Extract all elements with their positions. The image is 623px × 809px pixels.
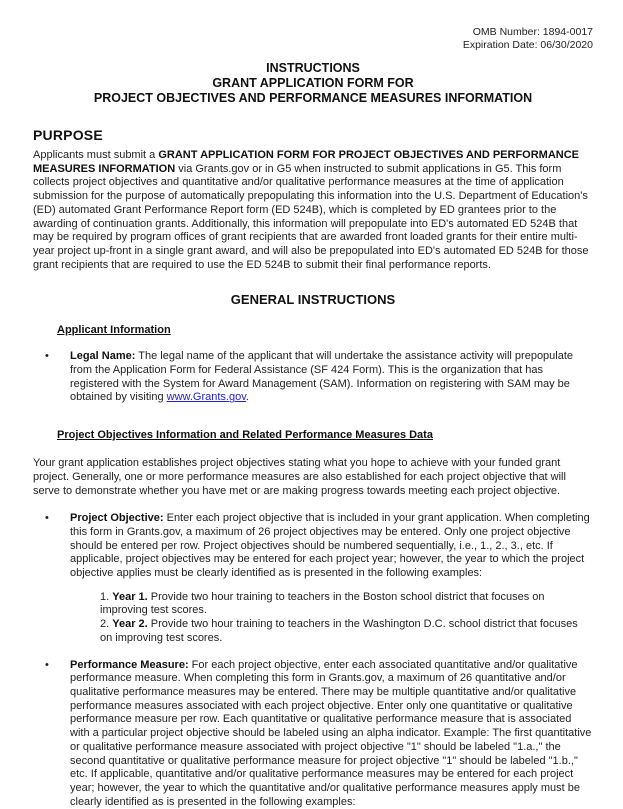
purpose-paragraph [33, 149, 593, 272]
example-1-text: Provide two hour training to teachers in the Boston school district that focuses on improving test scores. [100, 590, 545, 617]
omb-block [33, 26, 593, 52]
bullet-icon: • [45, 512, 49, 525]
purpose-rest: via Grants.gov or in G5 when instructed to submit applications in G5. This form collects project objectives and quantitative and/or qualitative performance measures at the time of application submission for the purpose of automatically prepopulating this information into the U.S. Department of Education's (ED) automated Grant Performance Report form (ED 524B), which is completed by ED grantees prior to the awarding of continuation grants. Additionally, this information will prepopulate into ED's automated ED 524B that may be required by program offices of grant recipients that are awarded front loaded grants for their entire multi-year project up-front in a single grant award, and will also be prepopulated into ED's automated ED 524B for those grant recipients that are required to use the ED 524B to submit their final performance reports. [33, 162, 589, 271]
example-2-year-label: Year 2. [112, 618, 148, 631]
project-objective-text: Enter each project objective that is included in your grant application. When completing this form in Grants.gov, a maximum of 26 project objectives may be entered. Only one project objective should be entered per row. Project objectives should be numbered sequentially, i.e., 1., 2., 3., etc. If applicable, project objectives may be entered for each project year; however, the year to which the project objective applies must be clearly identified as is presented in the following examples: [70, 512, 590, 580]
general-instructions-heading: GENERAL INSTRUCTIONS [230, 292, 396, 308]
example-1-year-label: Year 1. [112, 590, 148, 603]
project-objective-label: Project Objective: [70, 512, 164, 525]
title-line-1: INSTRUCTIONS [266, 61, 360, 75]
project-objectives-heading: Project Objectives Information and Related Performance Measures Data [57, 429, 433, 442]
document-title [33, 61, 593, 106]
project-objective-examples [100, 591, 593, 646]
grants-gov-link[interactable]: www.Grants.gov [166, 391, 246, 404]
purpose-lead: Applicants must submit a [33, 149, 159, 161]
example-1-number: 1. [100, 590, 113, 603]
title-line-3: PROJECT OBJECTIVES AND PERFORMANCE MEASURES INFORMATION [93, 91, 533, 105]
legal-name-bullet [45, 350, 593, 405]
omb-number: OMB Number: 1894-0017 [472, 26, 593, 38]
example-2-text: Provide two hour training to teachers in the Washington D.C. school district that focuses on improving test scores. [100, 618, 578, 644]
purpose-heading: PURPOSE [33, 127, 103, 143]
performance-measure-bullet [45, 658, 593, 809]
project-objective-bullet [45, 512, 593, 645]
example-2-number: 2. [100, 618, 113, 631]
omb-expiration-date: Expiration Date: 06/30/2020 [462, 39, 593, 51]
legal-name-text-end: . [245, 391, 249, 404]
title-line-2: GRANT APPLICATION FORM FOR [212, 76, 414, 90]
bullet-icon: • [45, 658, 49, 671]
example-year-1 [100, 591, 593, 618]
performance-measure-label: Performance Measure: [70, 658, 189, 671]
example-year-2 [100, 618, 593, 645]
purpose-form-name: GRANT APPLICATION FORM FOR PROJECT OBJECTIVES AND PERFORMANCE MEASURES INFORMATION [33, 149, 580, 175]
objectives-intro-paragraph: Your grant application establishes project objectives stating what you hope to achieve with your funded grant project. Generally, one or more performance measures are also established for each project objective that will serve to demonstrate whether you have met or are making progress towards meeting each project objective. [33, 457, 566, 497]
bullet-icon: • [45, 350, 49, 363]
legal-name-label: Legal Name: [70, 350, 136, 363]
applicant-information-heading: Applicant Information [57, 324, 171, 337]
performance-measure-text: For each project objective, enter each associated quantitative and/or qualitative performance measure. When completing this form in Grants.gov, a maximum of 26 quantitative and/or qualitative performance measures may be entered. There may be multiple quantitative and/or qualitative performance measures associated with each project objective. Enter only one quantitative or qualitative performance measure per row. Each quantitative or qualitative performance measure that is associated with a particular project objective should be labeled using an alpha indicator. Example: The first quantitative or qualitative performance measure associated with project objective "1" should be labeled "1.a.," the second quantitative or qualitative performance measure for project objective "1" should be labeled "1.b.," etc. If applicable, quantitative and/or qualitative performance measures may be entered for each project year; however, the year to which the quantitative and/or qualitative performance measures apply must be clearly identified as is presented in the following examples: [70, 658, 592, 808]
legal-name-text: The legal name of the applicant that will undertake the assistance activity will prepopulate from the Application Form for Federal Assistance (SF 424 Form). This is the organization that has registered with the System for Award Management (SAM). Information on registering with SAM may be obtained by visiting [70, 350, 574, 404]
